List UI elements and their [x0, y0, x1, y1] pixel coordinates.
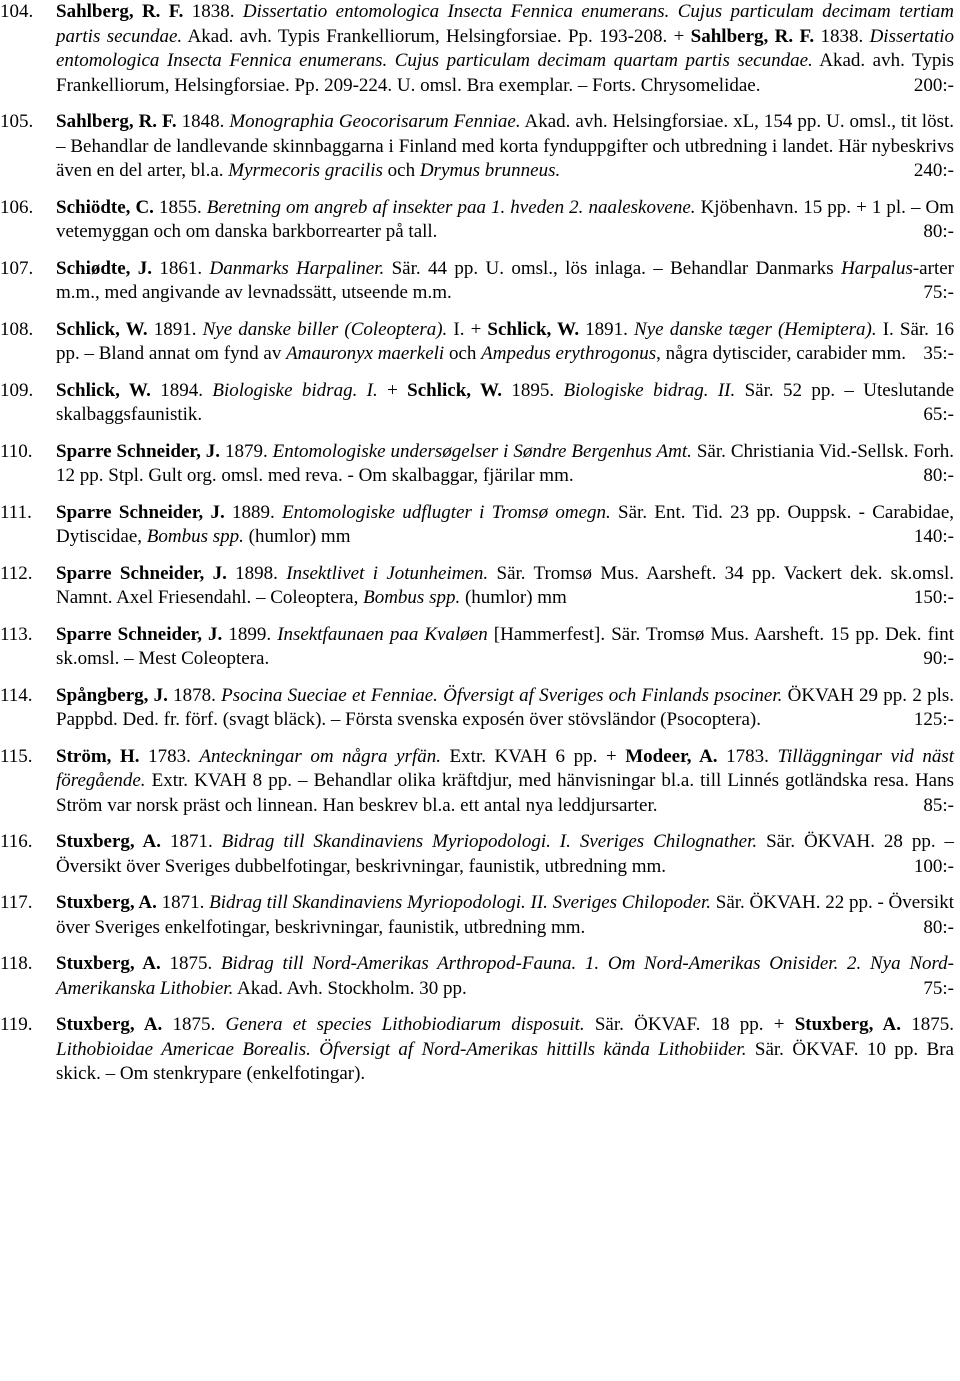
entry-text	[56, 196, 954, 245]
work-title: Nye danske tæger (Hemiptera).	[634, 318, 877, 340]
entry-price: 85:-	[923, 794, 954, 816]
work-title: Dissertatio entomologica Insecta Fennica enumerans. Cujus particulam decimam quartam partis secundae.	[56, 25, 955, 71]
author-name: Stuxberg, A.	[794, 1014, 902, 1035]
entry-text	[56, 623, 954, 672]
entry-description: 1838.	[183, 1, 243, 22]
author-name: Stuxberg, A.	[56, 892, 157, 913]
catalogue-entry	[0, 501, 954, 550]
entry-number: 109.	[0, 379, 34, 401]
entry-number: 111.	[0, 501, 32, 523]
entry-description: I. +	[447, 318, 488, 340]
entry-number: 112.	[0, 562, 33, 584]
entry-description: [Hammerfest]. Sär. Tromsø Mus. Aarsheft. 15 pp. Dek. fint sk.omsl. – Mest Coleoptera.	[56, 623, 955, 669]
entry-price: 90:-	[923, 648, 954, 669]
entry-description: Sär. ÖKVAH. 22 pp. - Översikt över Sveriges enkelfotingar, beskrivningar, faunistik, utbredning mm.	[56, 892, 954, 938]
work-title: Bombus spp.	[146, 526, 244, 547]
work-title: Danmarks Harpaliner.	[209, 257, 385, 279]
entry-price: 100:-	[913, 855, 954, 877]
entry-text	[56, 830, 954, 879]
entry-description: Sär. 52 pp. – Uteslutande skalbaggsfaunistik.	[56, 379, 955, 425]
entry-description: 1889.	[224, 501, 283, 523]
entry-description: Sär. 44 pp. U. omsl., lös inlaga. – Behandlar Danmarks	[384, 257, 842, 279]
author-name: Sparre Schneider, J.	[56, 501, 225, 523]
entry-number: 119.	[0, 1014, 33, 1035]
author-name: Stuxberg, A.	[56, 953, 161, 974]
entry-description: Sär. ÖKVAF. 10 pp. Bra skick. – Om stenkrypare (enkelfotingar).	[56, 1038, 954, 1084]
author-name: Sparre Schneider, J.	[56, 440, 221, 462]
catalogue-entry	[0, 952, 954, 1001]
entry-description: Sär. ÖKVAH. 28 pp. – Översikt över Sveriges dubbelfotingar, beskrivningar, faunistik, utbredning mm.	[56, 831, 955, 877]
catalogue-entry	[0, 745, 954, 819]
work-title: Genera et species Lithobiodiarum disposuit.	[225, 1014, 585, 1035]
work-title: Biologiske bidrag. II.	[563, 379, 736, 401]
entry-gap	[0, 879, 954, 891]
entry-description: 1783.	[717, 745, 778, 767]
work-title: Bidrag till Skandinaviens Myriopodologi. I. Sveriges Chilognather.	[221, 831, 758, 852]
entry-gap	[0, 1001, 954, 1013]
entry-description: 1875.	[160, 953, 221, 974]
catalogue-entry	[0, 379, 954, 428]
entry-description: 1899.	[222, 623, 278, 645]
entry-text	[56, 562, 954, 611]
work-title: Entomologiske udflugter i Tromsø omegn.	[282, 501, 611, 523]
entry-price: 75:-	[923, 282, 954, 303]
entry-price: 80:-	[923, 221, 954, 242]
work-title: Nye danske biller (Coleoptera).	[202, 318, 448, 340]
entry-description: 1871.	[156, 892, 210, 913]
work-title: Myrmecoris gracilis	[228, 160, 383, 181]
entry-description: 1861.	[152, 257, 210, 279]
entry-gap	[0, 184, 954, 196]
entry-description: 1898.	[226, 562, 287, 584]
work-title: Psocina Sueciae et Fenniae. Öfversigt af Sveriges och Finlands psociner.	[221, 684, 783, 706]
entry-price: 75:-	[923, 977, 954, 999]
entry-number: 110.	[0, 440, 33, 462]
entry-description: och	[382, 160, 420, 181]
entry-description: och	[444, 343, 482, 364]
author-name: Schlick, W.	[407, 379, 503, 401]
work-title: Harpalus	[841, 257, 913, 279]
entry-description: 1895.	[502, 379, 564, 401]
entry-number: 105.	[0, 111, 34, 132]
author-name: Sahlberg, R. F.	[690, 25, 815, 47]
entry-description: I. Sär. 16 pp. – Bland annat om fynd av	[56, 318, 955, 364]
entry-number: 117.	[0, 892, 33, 913]
entry-gap	[0, 245, 954, 257]
author-name: Sparre Schneider, J.	[56, 623, 223, 645]
work-title: Insektfaunaen paa Kvaløen	[277, 623, 488, 645]
catalogue-entry	[0, 440, 954, 489]
work-title: Bidrag till Skandinaviens Myriopodologi. II. Sveriges Chilopoder.	[209, 892, 711, 913]
entry-text	[56, 440, 954, 489]
entry-number: 104.	[0, 1, 34, 22]
entry-price: 200:-	[913, 74, 954, 96]
entry-description: 1894.	[150, 379, 213, 401]
entry-price: 150:-	[913, 587, 954, 608]
author-name: Sahlberg, R. F.	[56, 1, 184, 22]
entry-gap	[0, 98, 954, 110]
entry-description: 1878.	[167, 684, 222, 706]
catalogue-entry	[0, 1013, 954, 1087]
catalogue-entry	[0, 257, 954, 306]
catalogue-entry	[0, 623, 954, 672]
entry-text	[56, 952, 954, 1001]
author-name: Stuxberg, A.	[56, 1014, 163, 1035]
entry-description: Extr. KVAH 6 pp. +	[440, 745, 626, 767]
entry-gap	[0, 733, 954, 745]
entry-text	[56, 684, 954, 733]
catalogue-entry	[0, 196, 954, 245]
entry-description: Sär. Christiania Vid.-Sellsk. Forh. 12 pp. Stpl. Gult org. omsl. med reva. - Om skalbaggar, fjärilar mm.	[56, 440, 955, 486]
entry-description: Akad. avh. Helsingforsiae. xL, 154 pp. U. omsl., tit löst. – Behandlar de landlevande skinnbaggarna i Finland med korta fynduppgifter och utbredning i landet. Här nybeskrivs även en del arter, bl.a.	[56, 111, 954, 181]
entry-gap	[0, 611, 954, 623]
catalogue-entry	[0, 684, 954, 733]
entry-description: 1855.	[153, 196, 207, 218]
author-name: Sahlberg, R. F.	[56, 111, 177, 132]
entry-description: -arter m.m., med angivande av levnadssätt, utseende m.m.	[56, 257, 954, 303]
entry-number: 114.	[0, 684, 33, 706]
entry-description: (humlor) mm	[460, 587, 567, 608]
work-title: Tilläggningar vid näst föregående.	[56, 745, 955, 791]
work-title: Entomologiske undersøgelser i Søndre Bergenhus Amt.	[272, 440, 692, 462]
author-name: Schiödte, C.	[56, 196, 154, 218]
entry-description: Akad. avh. Typis Frankelliorum, Helsingforsiae. Pp. 193-208. +	[182, 25, 691, 47]
work-title: Amauronyx maerkeli	[286, 343, 445, 364]
entry-gap	[0, 940, 954, 952]
entry-text	[56, 501, 954, 550]
catalogue-entry	[0, 318, 954, 367]
entry-gap	[0, 550, 954, 562]
entry-number: 106.	[0, 196, 34, 218]
work-title: Ampedus erythrogonus	[481, 343, 657, 364]
entry-price: 80:-	[923, 465, 954, 486]
work-title: Dissertatio entomologica Insecta Fennica enumerans. Cujus particulam decimam tertiam partis secundae.	[56, 1, 955, 47]
entry-description: 1848.	[176, 111, 230, 132]
entry-description: Kjöbenhavn. 15 pp. + 1 pl. – Om vetemyggan och om danska barkborrearter på tall.	[56, 196, 954, 242]
entry-gap	[0, 489, 954, 501]
entry-description: Sär. Ent. Tid. 23 pp. Ouppsk. - Carabidae, Dytiscidae,	[56, 501, 955, 547]
entry-description: , några dytiscider, carabider mm.	[656, 343, 906, 364]
entry-text	[56, 257, 954, 306]
author-name: Stuxberg, A.	[56, 831, 162, 852]
entry-description: ÖKVAH 29 pp. 2 pls. Pappbd. Ded. fr. förf. (svagt bläck). – Första svenska exposén över stövsländor (Psocoptera).	[56, 684, 954, 730]
work-title: Anteckningar om några yrfän.	[199, 745, 441, 767]
entry-text	[56, 1013, 954, 1087]
entry-description: 1875.	[901, 1014, 954, 1035]
entry-gap	[0, 818, 954, 830]
entry-description: 1891.	[147, 318, 203, 340]
entry-description: 1891.	[579, 318, 635, 340]
entry-number: 113.	[0, 623, 33, 645]
work-title: Biologiske bidrag. I.	[212, 379, 378, 401]
entry-text	[56, 745, 954, 819]
entry-gap	[0, 306, 954, 318]
entry-price: 140:-	[913, 526, 954, 547]
entry-description: 1871.	[161, 831, 222, 852]
author-name: Ström, H.	[56, 745, 140, 767]
entry-number: 116.	[0, 831, 33, 852]
entry-description: Akad. Avh. Stockholm. 30 pp.	[233, 977, 467, 999]
entry-text	[56, 891, 954, 940]
work-title: Monographia Geocorisarum Fenniae.	[229, 111, 521, 132]
catalogue-entry	[0, 891, 954, 940]
work-title: Bombus spp.	[363, 587, 461, 608]
entry-description: 1875.	[162, 1014, 226, 1035]
entry-number: 115.	[0, 745, 33, 767]
catalogue-entry	[0, 0, 954, 98]
entry-description: Sär. Tromsø Mus. Aarsheft. 34 pp. Vackert dek. sk.omsl. Namnt. Axel Friesendahl. – Coleoptera,	[56, 562, 955, 608]
entry-number: 107.	[0, 257, 34, 279]
author-name: Schlick, W.	[56, 379, 151, 401]
author-name: Schiødte, J.	[56, 257, 153, 279]
entry-description: +	[377, 379, 408, 401]
work-title: Beretning om angreb af insekter paa 1. hveden 2. naaleskovene.	[206, 196, 696, 218]
work-title: Bidrag till Nord-Amerikas Arthropod-Fauna. 1. Om Nord-Amerikas Onisider. 2. Nya Nord-Amerikanska Lithobier.	[56, 953, 955, 999]
entry-description: (humlor) mm	[243, 526, 351, 547]
work-title: Drymus brunneus.	[419, 160, 561, 181]
entry-description: Akad. avh. Typis Frankelliorum, Helsingforsiae. Pp. 209-224. U. omsl. Bra exemplar. – Forts. Chrysomelidae.	[56, 50, 954, 96]
entry-description: 1838.	[814, 25, 870, 47]
catalogue-entry	[0, 562, 954, 611]
author-name: Spångberg, J.	[56, 684, 168, 706]
entry-price: 80:-	[923, 916, 954, 938]
catalogue-entry	[0, 830, 954, 879]
entry-gap	[0, 672, 954, 684]
entry-price: 35:-	[923, 343, 954, 364]
entry-price: 125:-	[913, 709, 954, 730]
entry-number: 108.	[0, 318, 34, 340]
author-name: Schlick, W.	[487, 318, 580, 340]
author-name: Modeer, A.	[625, 745, 718, 767]
work-title: Lithobioidae Americae Borealis. Öfversigt af Nord-Amerikas hittills kända Lithobiider.	[56, 1038, 747, 1060]
entry-description: 1879.	[220, 440, 273, 462]
entry-number: 118.	[0, 953, 33, 974]
entry-description: Extr. KVAH 8 pp. – Behandlar olika kräftdjur, med hänvisningar bl.a. till Linnés gotländska resa. Hans Ström var norsk präst och linnean. Han beskrev bl.a. ett antal nya leddjursarter.	[56, 770, 954, 816]
catalogue-entry	[0, 110, 954, 184]
entry-gap	[0, 367, 954, 379]
work-title: Insektlivet i Jotunheimen.	[286, 562, 489, 584]
entry-text	[56, 318, 954, 367]
entry-description: 1783.	[139, 745, 200, 767]
entry-description: Sär. ÖKVAF. 18 pp. +	[584, 1014, 795, 1035]
author-name: Schlick, W.	[56, 318, 148, 340]
entry-text	[56, 110, 954, 184]
entry-price: 65:-	[923, 404, 954, 425]
entry-text	[56, 379, 954, 428]
entry-gap	[0, 428, 954, 440]
author-name: Sparre Schneider, J.	[56, 562, 227, 584]
entry-text	[56, 0, 954, 98]
entry-price: 240:-	[913, 160, 954, 181]
